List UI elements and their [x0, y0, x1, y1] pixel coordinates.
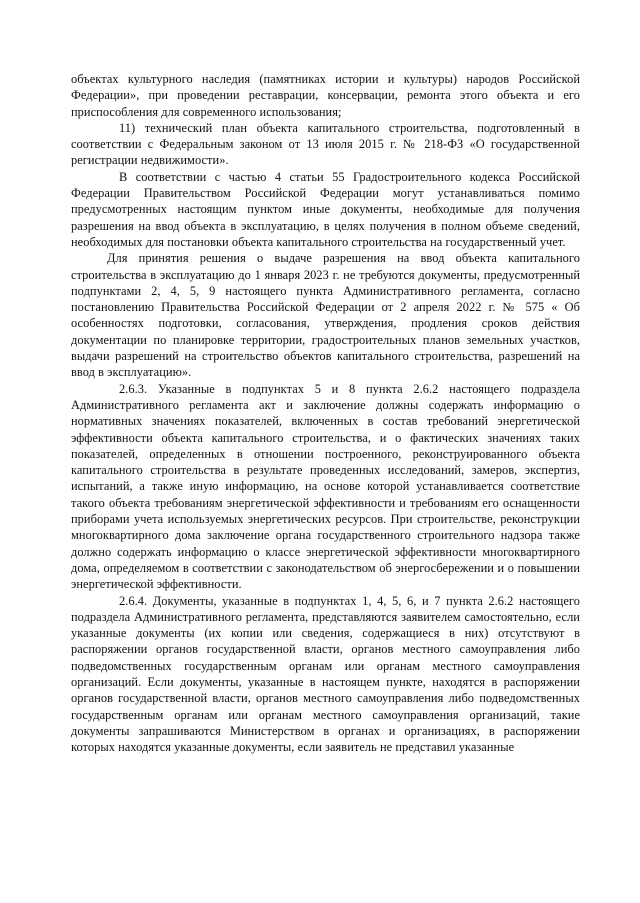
paragraph-2-6-3: 2.6.3. Указанные в подпунктах 5 и 8 пункта 2.6.2 настоящего подраздела Административного регламента акт и заключение должны содержать информацию о нормативных значениях показателей, включенных в состав требований энергетической эффективности объекта капитального строительства, и о фактических значениях таких показателей, определенных в отношении построенного, реконструированного объекта капитального строительства в результате проведенных исследований, замеров, экспертиз, испытаний, а также иную информацию, на основе которой устанавливается соответствие такого объекта требованиям энергетической эффективности и требованиям его оснащенности приборами учета используемых энергетических ресурсов. При строительстве, реконструкции многоквартирного дома заключение органа государственного строительного надзора также должно содержать информацию о классе энергетической эффективности многоквартирного дома, определяемом в соответствии с законодательством об энергосбережении и о повышении энергетической эффективности. [71, 381, 580, 592]
paragraph-decision-2023: Для принятия решения о выдаче разрешения на ввод объекта капитального строительства в эксплуатацию до 1 января 2023 г. не требуются документы, предусмотренный подпунктами 2, 4, 5, 9 настоящего пункта Административного регламента, согласно постановлению Правительства Российской Федерации от 2 апреля 2022 г. № 575 « Об особенностях подготовки, согласования, утверждения, продления сроков действия документации по планировке территории, градостроительных планов земельных участков, выдачи разрешений на строительство объектов капитального строительства, разрешений на ввод в эксплуатацию». [71, 251, 580, 380]
document-body [71, 71, 580, 755]
paragraph-heritage-continuation: объектах культурного наследия (памятниках истории и культуры) народов Российской Федерации», при проведении реставрации, консервации, ремонта этого объекта и его приспособления для современного использования; [71, 72, 580, 119]
paragraph-government-documents: В соответствии с частью 4 статьи 55 Градостроительного кодекса Российской Федерации Правительством Российской Федерации могут устанавливаться помимо предусмотренных настоящим пунктом иные документы, необходимые для получения разрешения на ввод объекта в эксплуатацию, в целях получения в полном объеме сведений, необходимых для постановки объекта капитального строительства на государственный учет. [71, 169, 580, 249]
paragraph-technical-plan: 11) технический план объекта капитального строительства, подготовленный в соответствии с Федеральным законом от 13 июля 2015 г. № 218-ФЗ «О государственной регистрации недвижимости». [71, 120, 580, 168]
paragraph-2-6-4: 2.6.4. Документы, указанные в подпунктах 1, 4, 5, 6, и 7 пункта 2.6.2 настоящего подраздела Административного регламента, представляются заявителем самостоятельно, если указанные документы (их копии или сведения, содержащиеся в них) отсутствуют в распоряжении органов государственной власти, органов местного самоуправления либо подведомственных государственным органам или органам местного самоуправления организаций. Если документы, указанные в настоящем пункте, находятся в распоряжении органов государственной власти, органов местного самоуправления либо подведомственных государственным органам или органам местного самоуправления организаций, такие документы запрашиваются Министерством в органах и организациях, в распоряжении которых находятся указанные документы, если заявитель не представил указанные [71, 593, 580, 755]
